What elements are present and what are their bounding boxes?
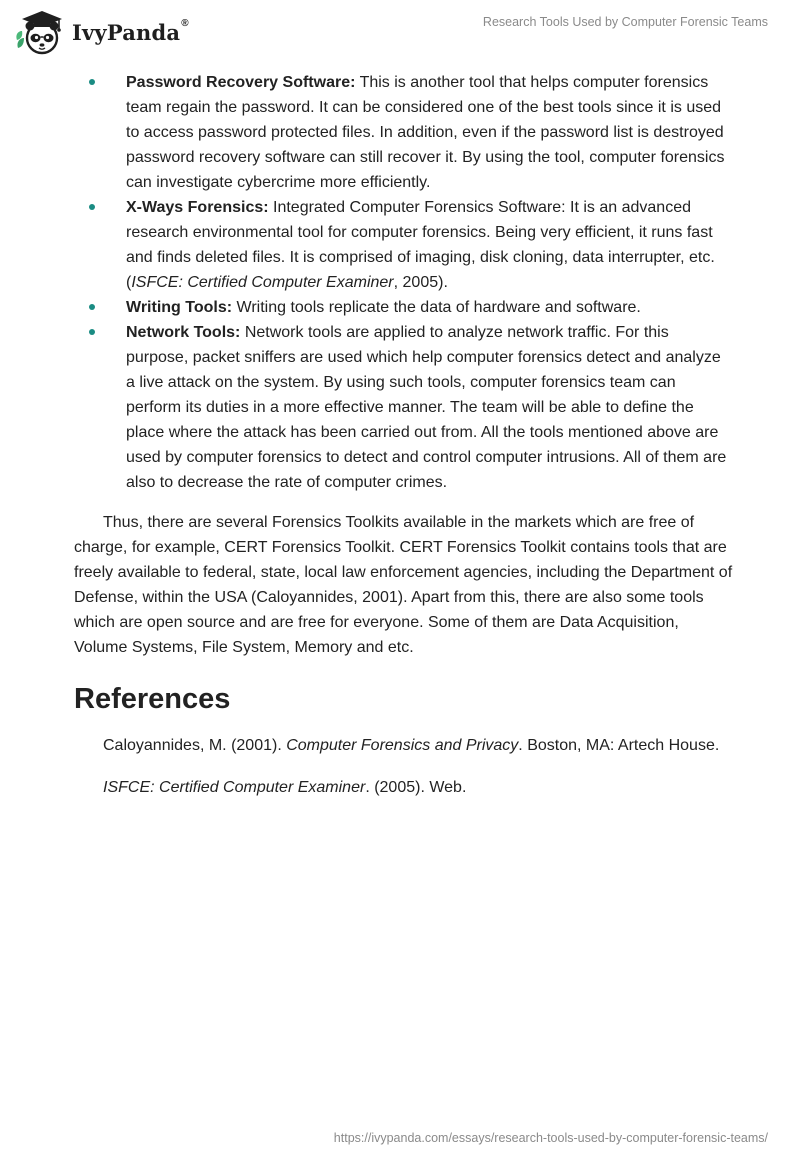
list-item-text: , 2005). [393, 274, 448, 291]
list-item-term: Password Recovery Software: [126, 74, 356, 91]
reference-entry: ISFCE: Certified Computer Examiner. (2005). Web. [103, 779, 467, 796]
bullet-icon [89, 79, 95, 85]
list-item [126, 70, 734, 195]
list-item-text: Integrated Computer Forensics Software: It is an advanced research environmental tool for computer forensics. Being very efficient, it runs fast and finds deleted files. It is comprised of imaging, disk cloning, data interrupter, etc. ( [126, 199, 715, 291]
list-item-text: This is another tool that helps computer forensics team regain the password. It can be considered one of the best tools since it is used to access password protected files. In addition, even if the password list is destroyed password recovery software can still recover it. By using the tool, computer forensics can investigate cybercrime more efficiently. [126, 74, 725, 191]
list-item-term: Network Tools: [126, 324, 241, 341]
document-title: Research Tools Used by Computer Forensic Teams [482, 15, 768, 29]
list-item-text: Writing tools replicate the data of hardware and software. [232, 299, 641, 316]
source-url[interactable]: https://ivypanda.com/essays/research-tools-used-by-computer-forensic-teams/ [333, 1131, 768, 1145]
reference-title: Computer Forensics and Privacy [286, 737, 519, 754]
body-paragraph: Thus, there are several Forensics Toolkits available in the markets which are free of charge, for example, CERT Forensics Toolkit. CERT Forensics Toolkit contains tools that are freely available to federal, state, local law enforcement agencies, including the Department of Defense, within the USA (Caloyannides, 2001). Apart from this, there are also some tools which are open source and are free for everyone. Some of them are Data Acquisition, Volume Systems, File System, Memory and etc. [74, 514, 733, 656]
list-item [126, 295, 734, 320]
citation-title: ISFCE: Certified Computer Examiner [131, 274, 394, 291]
references-heading: References [74, 683, 231, 715]
brand-name: IvyPanda® [72, 17, 189, 45]
reference-title: ISFCE: Certified Computer Examiner [103, 779, 366, 796]
panda-graduate-icon [14, 8, 66, 56]
essay-content [74, 70, 734, 800]
bullet-icon [89, 204, 95, 210]
list-item [126, 320, 734, 495]
bullet-icon [89, 329, 95, 335]
list-item-text: Network tools are applied to analyze network traffic. For this purpose, packet sniffers are used which help computer forensics detect and analyze a live attack on the system. By using such tools, computer forensics team can perform its duties in a more effective manner. The team will be able to define the place where the attack has been carried out from. All the tools mentioned above are used by computer forensics to detect and control computer intrusions. All of them are also to decrease the rate of computer crimes. [126, 324, 727, 491]
page-header [0, 0, 800, 64]
list-item-term: X-Ways Forensics: [126, 199, 269, 216]
bullet-icon [89, 304, 95, 310]
ivypanda-logo[interactable] [14, 8, 189, 56]
reference-entry: Caloyannides, M. (2001). Computer Forensics and Privacy. Boston, MA: Artech House. [103, 737, 720, 754]
registered-mark: ® [181, 17, 189, 29]
list-item [126, 195, 734, 295]
list-item-term: Writing Tools: [126, 299, 233, 316]
tools-list [74, 70, 734, 495]
